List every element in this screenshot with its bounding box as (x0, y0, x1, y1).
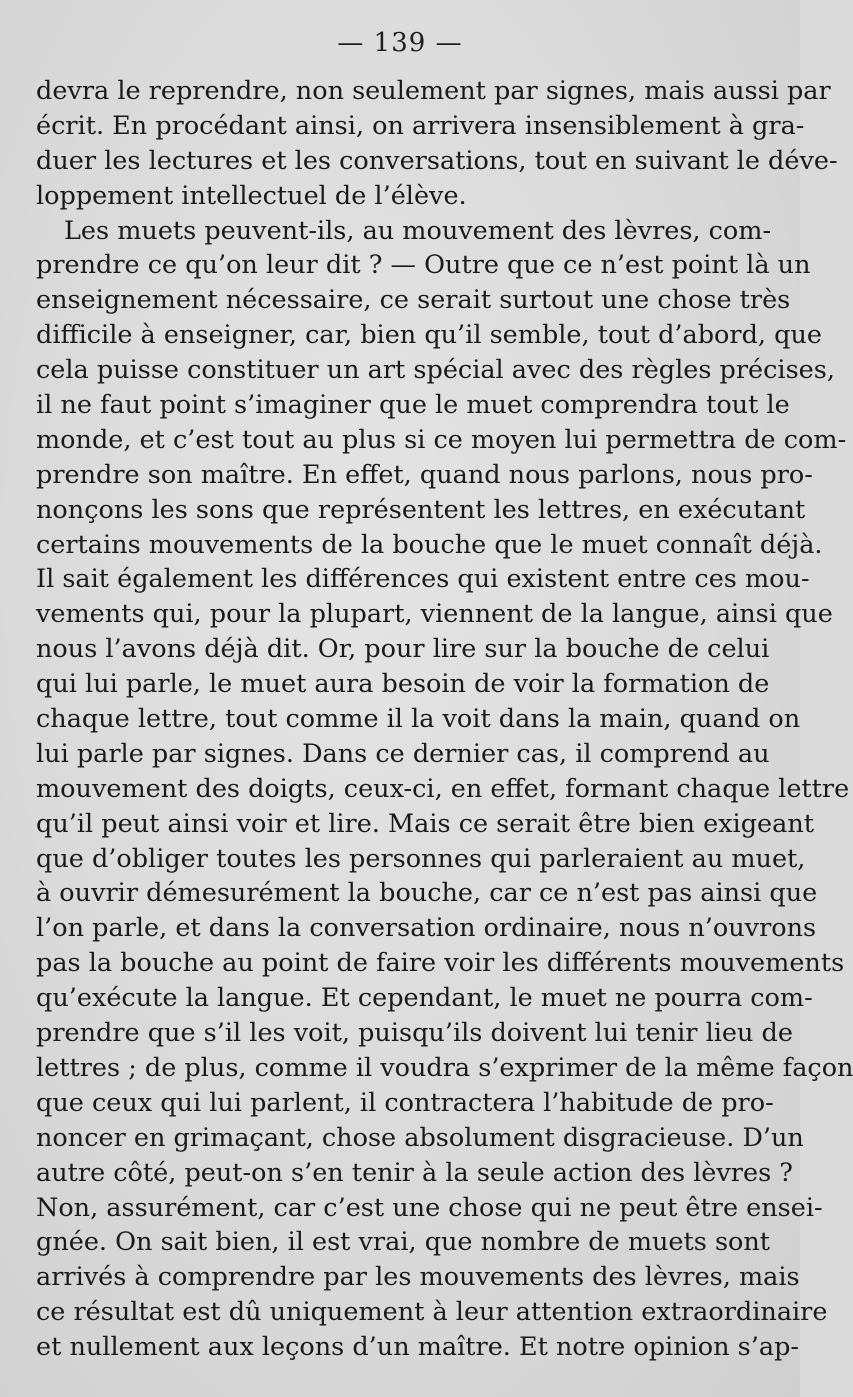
text-line: nonçons les sons que représentent les lettres, en exécutant (36, 494, 806, 525)
text-line: ce résultat est dû uniquement à leur attention extraordinaire (36, 1297, 828, 1328)
text-line: l’on parle, et dans la conversation ordinaire, nous n’ouvrons (36, 913, 817, 944)
text-line: cela puisse constituer un art spécial avec des règles précises, (36, 355, 835, 386)
text-line: qu’exécute la langue. Et cependant, le muet ne pourra com- (36, 983, 813, 1014)
text-line: prendre son maître. En effet, quand nous parlons, nous pro- (36, 459, 813, 490)
text-line: et nullement aux leçons d’un maître. Et notre opinion s’ap- (36, 1332, 800, 1363)
text-line: loppement intellectuel de l’élève. (36, 180, 467, 211)
text-line: lettres ; de plus, comme il voudra s’exprimer de la même façon (36, 1052, 853, 1083)
text-line: que d’obliger toutes les personnes qui parleraient au muet, (36, 843, 806, 874)
text-line: à ouvrir démesurément la bouche, car ce n’est pas ainsi que (36, 878, 818, 909)
text-line: vements qui, pour la plupart, viennent de la langue, ainsi que (36, 599, 833, 630)
text-line: que ceux qui lui parlent, il contractera l’habitude de pro- (36, 1087, 774, 1118)
body-text (36, 74, 853, 1365)
text-line: lui parle par signes. Dans ce dernier cas, il comprend au (36, 738, 770, 769)
text-line: noncer en grimaçant, chose absolument disgracieuse. D’un (36, 1122, 804, 1153)
text-line: Il sait également les différences qui existent entre ces mou- (36, 564, 810, 595)
text-line: gnée. On sait bien, il est vrai, que nombre de muets sont (36, 1227, 771, 1258)
text-line: Non, assurément, car c’est une chose qui ne peut être ensei- (36, 1192, 823, 1223)
text-line: écrit. En procédant ainsi, on arrivera insensiblement à gra- (36, 110, 805, 141)
text-line: qui lui parle, le muet aura besoin de voir la formation de (36, 669, 770, 700)
text-line: chaque lettre, tout comme il la voit dans la main, quand on (36, 704, 801, 735)
text-line: il ne faut point s’imaginer que le muet comprendra tout le (36, 390, 790, 421)
text-line: mouvement des doigts, ceux-ci, en effet, formant chaque lettre (36, 773, 850, 804)
page-number: — 139 — (337, 28, 463, 58)
text-line: prendre ce qu’on leur dit ? — Outre que ce n’est point là un (36, 250, 811, 281)
text-line: enseignement nécessaire, ce serait surtout une chose très (36, 285, 791, 316)
text-line: nous l’avons déjà dit. Or, pour lire sur la bouche de celui (36, 634, 770, 665)
text-line: monde, et c’est tout au plus si ce moyen lui permettra de com- (36, 424, 847, 455)
text-line: devra le reprendre, non seulement par signes, mais aussi par (36, 76, 831, 106)
text-line: certains mouvements de la bouche que le muet connaît déjà. (36, 529, 823, 560)
text-line: autre côté, peut-on s’en tenir à la seule action des lèvres ? (36, 1157, 793, 1188)
text-line: arrivés à comprendre par les mouvements des lèvres, mais (36, 1262, 800, 1293)
text-line: duer les lectures et les conversations, tout en suivant le déve- (36, 145, 838, 176)
text-line: pas la bouche au point de faire voir les différents mouvements (36, 948, 845, 979)
paragraph-start-line: Les muets peuvent-ils, au mouvement des lèvres, com- (64, 215, 772, 246)
text-line: qu’il peut ainsi voir et lire. Mais ce serait être bien exigeant (36, 808, 814, 839)
text-line: difficile à enseigner, car, bien qu’il semble, tout d’abord, que (36, 320, 822, 351)
text-line: prendre que s’il les voit, puisqu’ils doivent lui tenir lieu de (36, 1018, 793, 1049)
